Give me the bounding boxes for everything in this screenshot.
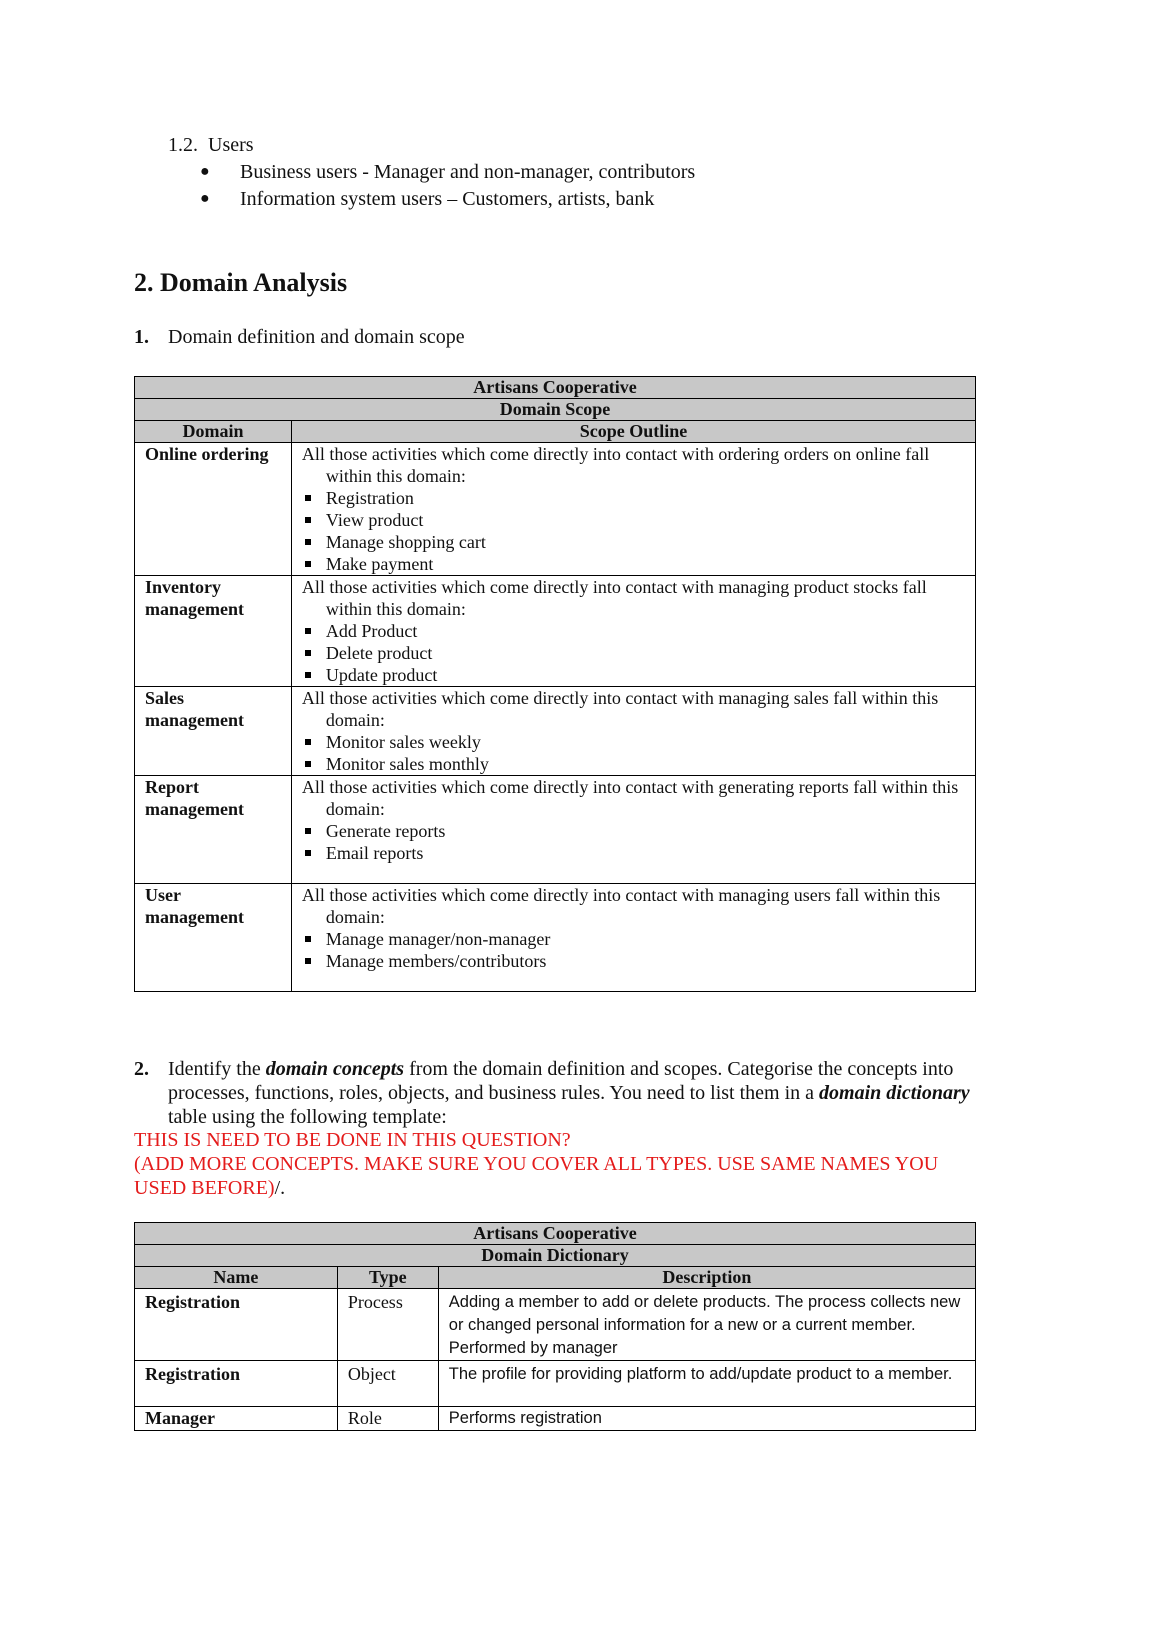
dict-desc-cell: The profile for providing platform to add/update product to a member.	[438, 1361, 975, 1407]
q2-emphasis: domain dictionary	[819, 1082, 970, 1104]
list-item-label: Add Product	[325, 621, 418, 641]
dict-type-cell: Process	[337, 1289, 438, 1361]
square-bullet-icon	[305, 936, 311, 942]
list-item-label: Update product	[325, 665, 438, 685]
outline-list	[302, 487, 965, 575]
dict-table-title: Artisans Cooperative	[135, 1223, 976, 1245]
domain-scope-table	[134, 376, 976, 992]
col-desc-header: Description	[438, 1267, 975, 1289]
list-item	[302, 928, 965, 950]
dict-name-cell: Registration	[135, 1361, 338, 1407]
list-item-label: Monitor sales monthly	[325, 754, 489, 774]
list-item	[302, 509, 965, 531]
square-bullet-icon	[305, 495, 311, 501]
outline-intro: All those activities which come directly into contact with managing product stocks fall within this domain:	[301, 577, 927, 619]
square-bullet-icon	[305, 561, 311, 567]
outline-intro: All those activities which come directly into contact with managing users fall within this domain:	[301, 885, 941, 927]
col-domain-header: Domain	[135, 421, 292, 443]
square-bullet-icon	[305, 739, 311, 745]
dict-type-cell: Object	[337, 1361, 438, 1407]
dict-table-subtitle: Domain Dictionary	[135, 1245, 976, 1267]
outline-list	[302, 820, 965, 864]
table-row	[135, 1407, 976, 1431]
table-row	[135, 1361, 976, 1407]
list-item-label: Make payment	[325, 554, 434, 574]
list-item	[302, 487, 965, 509]
q2-text-part: from the domain definition and scopes. Categorise the concepts into processes, functions, roles, objects, and business rules. You need to list them in a	[168, 1058, 954, 1104]
users-title: Users	[208, 134, 254, 156]
red-note: THIS IS NEED TO BE DONE IN THIS QUESTION?	[134, 1129, 571, 1151]
table-row	[135, 687, 976, 776]
list-item-label: Generate reports	[325, 821, 446, 841]
square-bullet-icon	[305, 828, 311, 834]
red-note-2	[134, 1152, 976, 1200]
dict-name-cell: Manager	[135, 1407, 338, 1431]
users-number: 1.2.	[168, 134, 198, 156]
outline-cell	[291, 687, 975, 776]
table-row	[135, 776, 976, 884]
list-item-label: Manage shopping cart	[325, 532, 486, 552]
outline-cell	[291, 576, 975, 687]
dict-name-cell: Registration	[135, 1289, 338, 1361]
domain-cell: Report management	[135, 776, 292, 884]
dict-desc-cell: Performs registration	[438, 1407, 975, 1431]
list-item	[302, 553, 965, 575]
outline-intro: All those activities which come directly into contact with ordering orders on online fall within this domain:	[301, 444, 930, 486]
list-item	[302, 531, 965, 553]
dict-desc-cell: Adding a member to add or delete products. The process collects new or changed personal information for a new or a current member. Performed by manager	[438, 1289, 975, 1361]
bullet-icon: ●	[200, 163, 210, 180]
scope-table-title: Artisans Cooperative	[135, 377, 976, 399]
users-bullet: Information system users – Customers, artists, bank	[240, 188, 655, 210]
square-bullet-icon	[305, 539, 311, 545]
outline-intro: All those activities which come directly into contact with managing sales fall within this domain:	[301, 688, 939, 730]
red-note-text: (ADD MORE CONCEPTS. MAKE SURE YOU COVER ALL TYPES. USE SAME NAMES YOU USED BEFORE)	[134, 1153, 939, 1199]
red-note-tail: /.	[274, 1177, 286, 1199]
q2-text-part: table using the following template:	[168, 1106, 447, 1128]
outline-cell	[291, 776, 975, 884]
outline-list	[302, 620, 965, 686]
table-row	[135, 443, 976, 576]
square-bullet-icon	[305, 650, 311, 656]
list-item-label: View product	[325, 510, 424, 530]
list-item	[302, 820, 965, 842]
list-item	[302, 842, 965, 864]
q2-number: 2.	[134, 1058, 149, 1080]
col-outline-header: Scope Outline	[291, 421, 975, 443]
list-item-label: Monitor sales weekly	[325, 732, 481, 752]
table-row	[135, 1289, 976, 1361]
outline-cell	[291, 443, 975, 576]
q2-paragraph	[168, 1057, 980, 1129]
bullet-icon: ●	[200, 190, 210, 207]
list-item	[302, 950, 965, 972]
domain-cell: User management	[135, 884, 292, 992]
list-item-label: Manage members/contributors	[325, 951, 547, 971]
col-name-header: Name	[135, 1267, 338, 1289]
square-bullet-icon	[305, 628, 311, 634]
list-item	[302, 731, 965, 753]
users-subheading	[168, 133, 254, 157]
outline-intro: All those activities which come directly into contact with generating reports fall within this domain:	[301, 777, 959, 819]
q2-emphasis: domain concepts	[265, 1058, 405, 1080]
list-item-label: Manage manager/non-manager	[325, 929, 551, 949]
list-item	[302, 753, 965, 775]
dict-type-cell: Role	[337, 1407, 438, 1431]
domain-cell: Inventory management	[135, 576, 292, 687]
section-heading: 2. Domain Analysis	[134, 268, 348, 297]
list-item	[302, 642, 965, 664]
list-item-label: Registration	[325, 488, 414, 508]
scope-table-subtitle: Domain Scope	[135, 399, 976, 421]
list-item-label: Email reports	[325, 843, 424, 863]
square-bullet-icon	[305, 850, 311, 856]
outline-list	[302, 731, 965, 775]
table-row	[135, 576, 976, 687]
square-bullet-icon	[305, 672, 311, 678]
domain-cell: Online ordering	[135, 443, 292, 576]
domain-cell: Sales management	[135, 687, 292, 776]
col-type-header: Type	[337, 1267, 438, 1289]
outline-cell	[291, 884, 975, 992]
square-bullet-icon	[305, 517, 311, 523]
list-item-label: Delete product	[325, 643, 433, 663]
q1-text: Domain definition and domain scope	[168, 326, 465, 348]
list-item	[302, 620, 965, 642]
domain-dictionary-table	[134, 1222, 976, 1431]
square-bullet-icon	[305, 958, 311, 964]
outline-list	[302, 928, 965, 972]
square-bullet-icon	[305, 761, 311, 767]
table-row	[135, 884, 976, 992]
q1-number: 1.	[134, 326, 149, 348]
list-item	[302, 664, 965, 686]
q2-text-part: Identify the	[168, 1058, 266, 1080]
users-bullet: Business users - Manager and non-manager, contributors	[240, 161, 696, 183]
